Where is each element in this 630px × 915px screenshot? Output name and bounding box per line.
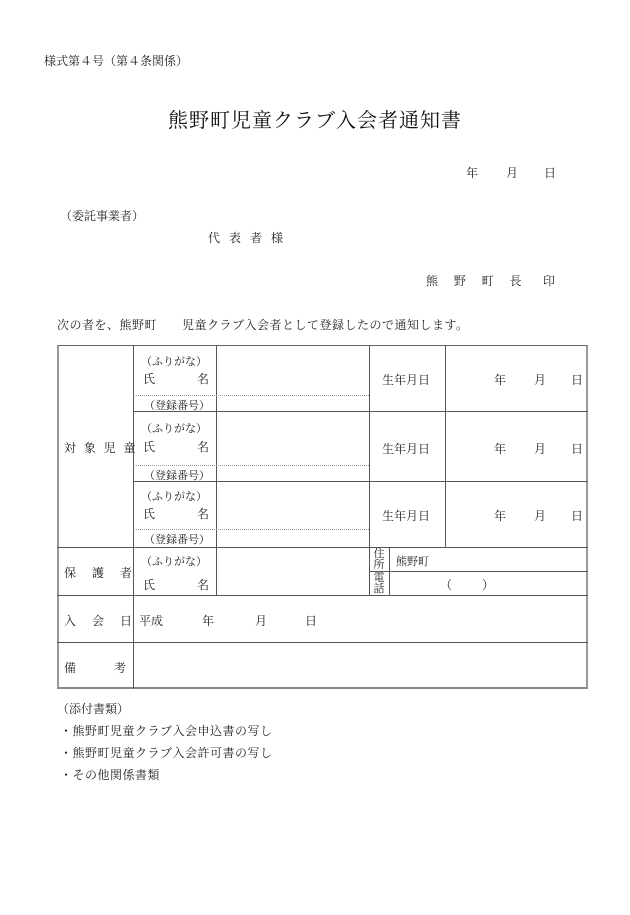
seal-mark: 印 bbox=[543, 274, 556, 288]
birthdate-label: 生年月日 bbox=[382, 509, 431, 523]
birth-day-label: 日 bbox=[571, 442, 584, 456]
guardian-label: 保 護 者 bbox=[64, 566, 135, 580]
birth-month-label: 月 bbox=[534, 442, 547, 456]
registration-number-input[interactable] bbox=[217, 396, 369, 411]
furigana-label: （ふりがな） bbox=[141, 555, 207, 568]
birthdate-input[interactable] bbox=[446, 346, 587, 411]
name-label-given: 名 bbox=[197, 507, 210, 521]
page-title: 熊野町児童クラブ入会者通知書 bbox=[168, 108, 462, 132]
birthdate-input[interactable] bbox=[446, 482, 587, 547]
era-label: 平成 bbox=[139, 614, 164, 628]
birthdate-label: 生年月日 bbox=[382, 442, 431, 456]
registration-number-label: （登録番号） bbox=[144, 533, 210, 546]
name-label-given: 名 bbox=[197, 578, 210, 592]
name-label-family: 氏 bbox=[143, 440, 156, 454]
furigana-label: （ふりがな） bbox=[141, 422, 207, 435]
name-label-given: 名 bbox=[197, 372, 210, 386]
furigana-label: （ふりがな） bbox=[141, 355, 207, 368]
registration-number-label: （登録番号） bbox=[144, 399, 210, 412]
furigana-label: （ふりがな） bbox=[141, 490, 207, 503]
birth-day-label: 日 bbox=[571, 373, 584, 387]
address-value[interactable]: 熊野町 bbox=[396, 555, 429, 568]
form-number: 様式第４号（第４条関係） bbox=[44, 54, 189, 68]
attachment-item: ・熊野町児童クラブ入会許可書の写し bbox=[60, 746, 273, 760]
target-children-label: 対 象 児 童 bbox=[64, 441, 138, 455]
date-day-label: 日 bbox=[544, 166, 557, 180]
birth-month-label: 月 bbox=[534, 509, 547, 523]
representative-addressee: 代表者様 bbox=[208, 231, 293, 245]
birth-day-label: 日 bbox=[571, 509, 584, 523]
birthdate-input[interactable] bbox=[446, 412, 587, 481]
join-date-input[interactable] bbox=[134, 596, 587, 642]
birth-year-label: 年 bbox=[494, 509, 507, 523]
issuer-name: 熊 野 町 長 bbox=[426, 274, 528, 288]
address-label: 住所 bbox=[373, 547, 385, 571]
child-name-input[interactable] bbox=[217, 412, 369, 465]
attachments-heading: （添付書類） bbox=[57, 702, 130, 716]
registration-number-input[interactable] bbox=[217, 466, 369, 481]
attachment-item: ・その他関係書類 bbox=[60, 768, 161, 782]
birth-year-label: 年 bbox=[494, 373, 507, 387]
remarks-label-2: 考 bbox=[114, 661, 127, 675]
child-name-input[interactable] bbox=[217, 482, 369, 529]
notice-text: 次の者を、熊野町 児童クラブ入会者として登録したので通知します。 bbox=[57, 318, 469, 332]
name-label-family: 氏 bbox=[143, 507, 156, 521]
date-month-label: 月 bbox=[506, 166, 519, 180]
registration-number-input[interactable] bbox=[217, 530, 369, 547]
consignee-label: （委託事業者） bbox=[60, 209, 145, 223]
join-month-label: 月 bbox=[255, 614, 268, 628]
guardian-name-input[interactable] bbox=[217, 548, 369, 595]
remarks-label-1: 備 bbox=[64, 661, 77, 675]
join-day-label: 日 bbox=[305, 614, 318, 628]
birth-year-label: 年 bbox=[494, 442, 507, 456]
join-date-label: 入 会 日 bbox=[64, 614, 135, 628]
birth-month-label: 月 bbox=[534, 373, 547, 387]
join-year-label: 年 bbox=[202, 614, 215, 628]
remarks-input[interactable] bbox=[134, 643, 587, 688]
birthdate-label: 生年月日 bbox=[382, 373, 431, 387]
date-year-label: 年 bbox=[466, 166, 479, 180]
name-label-family: 氏 bbox=[143, 372, 156, 386]
attachment-item: ・熊野町児童クラブ入会申込書の写し bbox=[60, 724, 273, 738]
child-name-input[interactable] bbox=[217, 346, 369, 395]
registration-number-label: （登録番号） bbox=[144, 469, 210, 482]
name-label-given: 名 bbox=[197, 440, 210, 454]
phone-label: 電話 bbox=[373, 571, 385, 595]
name-label-family: 氏 bbox=[143, 578, 156, 592]
phone-value[interactable]: （ ） bbox=[440, 578, 497, 592]
